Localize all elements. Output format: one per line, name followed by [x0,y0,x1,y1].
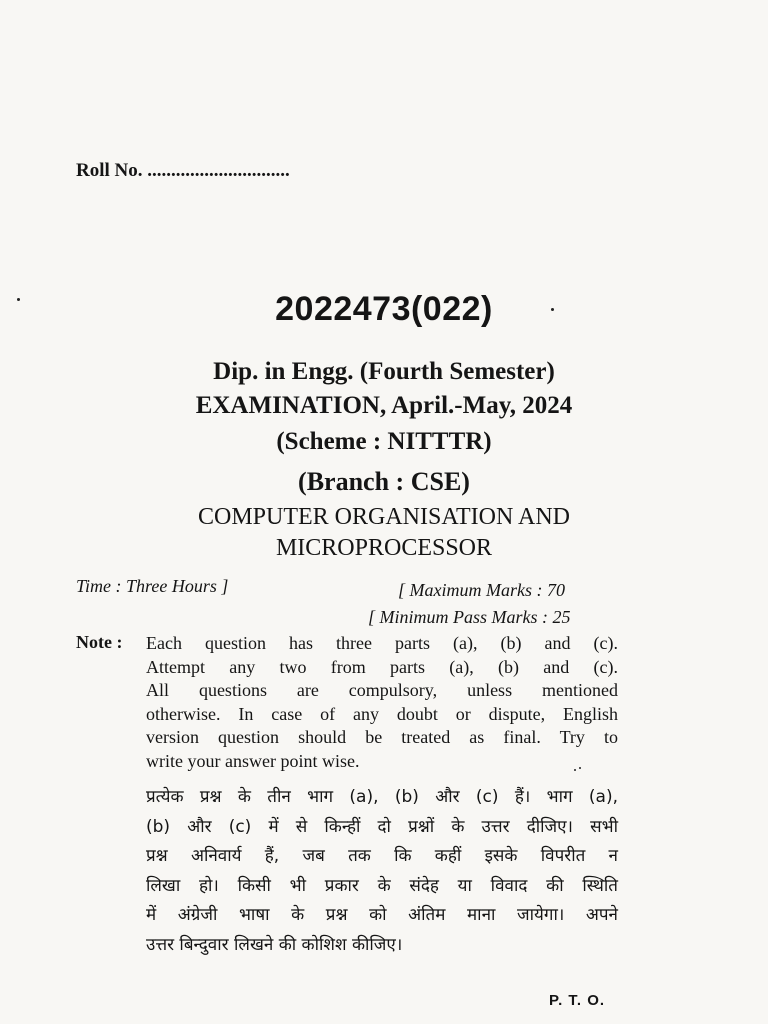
note-line: otherwise. In case of any doubt or dispute, English [146,703,618,724]
maximum-marks: [ Maximum Marks : 70 [398,580,565,600]
hindi-line: प्रत्येक प्रश्न के तीन भाग (a), (b) और (c) हैं। भाग (a), [146,787,618,807]
course-heading: Dip. in Engg. (Fourth Semester) [213,358,555,385]
hindi-line: में अंग्रेजी भाषा के प्रश्न को अंतिम माना जायेगा। अपने [146,905,618,925]
time-allowed: Time : Three Hours ] [76,576,229,596]
branch-heading: (Branch : CSE) [298,467,470,496]
note-line: write your answer point wise. [146,750,360,771]
ink-speck [574,769,576,771]
ink-speck [579,767,581,769]
note-english [146,632,618,773]
subject-title-line-1: COMPUTER ORGANISATION AND [197,504,571,530]
minimum-pass-marks: [ Minimum Pass Marks : 25 [368,607,571,627]
note-line: All questions are compulsory, unless mentioned [146,680,618,700]
scheme-heading: (Scheme : NITTTR) [276,428,492,455]
note-line: Each question has three parts (a), (b) and (c). [146,633,618,653]
note-line: Attempt any two from parts (a), (b) and (c). [146,656,618,677]
exam-session-heading: EXAMINATION, April.-May, 2024 [195,392,573,419]
hindi-line: प्रश्न अनिवार्य हैं, जब तक कि कहीं इसके विपरीत न [146,846,618,866]
hindi-line: उत्तर बिन्दुवार लिखने की कोशिश कीजिए। [146,934,403,955]
note-label: Note : [76,632,123,652]
paper-code: 2022473(022) [275,290,493,328]
note-hindi [146,783,618,960]
hindi-line: (b) और (c) में से किन्हीं दो प्रश्नों के उत्तर दीजिए। सभी [146,816,618,837]
hindi-line: लिखा हो। किसी भी प्रकार के संदेह या विवाद की स्थिति [146,875,618,896]
roll-number-line: Roll No. .............................. [76,160,290,181]
note-line: version question should be treated as final. Try to [146,727,618,747]
subject-title-line-2: MICROPROCESSOR [275,535,493,561]
please-turn-over: P. T. O. [549,992,606,1009]
